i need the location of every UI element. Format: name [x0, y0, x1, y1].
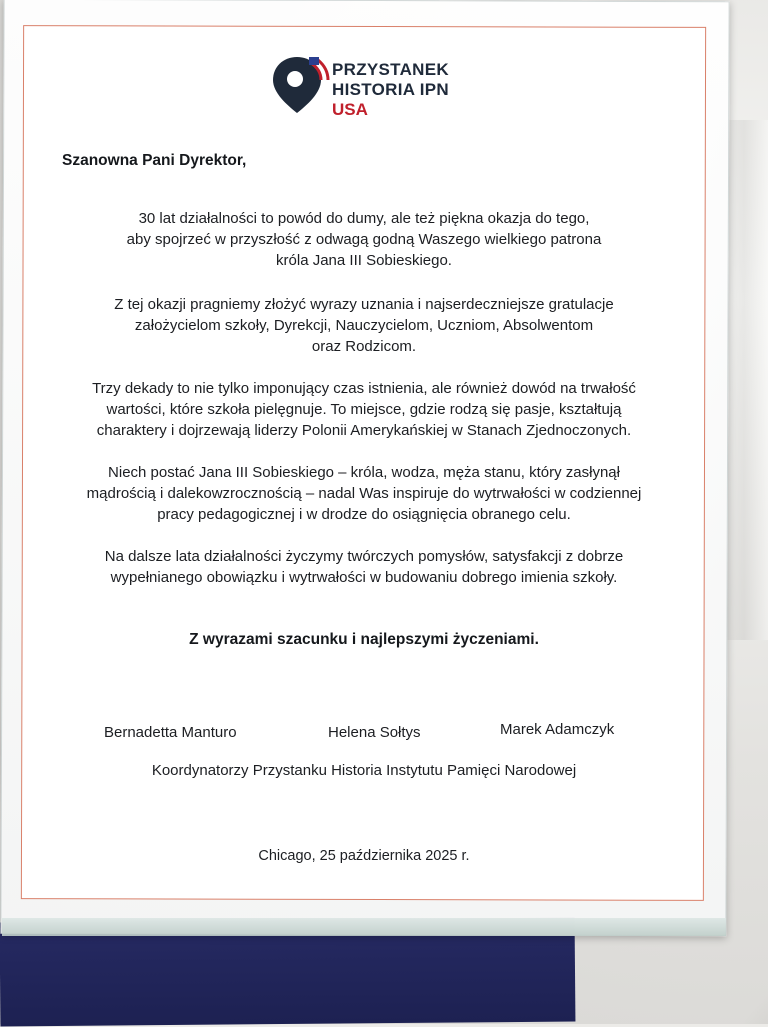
logo-wordmark [332, 60, 449, 120]
paragraph-1 [40, 208, 688, 271]
logo-line-2: HISTORIA IPN [332, 80, 449, 99]
paragraph-line: Niech postać Jana III Sobieskiego – króla, wodza, męża stanu, który zasłynął [108, 464, 620, 481]
paragraph-line: wypełnianego obowiązku i wytrwałości w budowaniu dobrego imienia szkoły. [110, 569, 618, 586]
signatory-name: Helena Sołtys [328, 724, 421, 741]
date-line: Chicago, 25 października 2025 r. [258, 848, 470, 864]
logo-line-3: USA [332, 100, 368, 119]
paragraph-line: 30 lat działalności to powód do dumy, ale też piękna okazja do tego, [138, 210, 590, 227]
signatories-role: Koordynatorzy Przystanku Historia Instytutu Pamięci Narodowej [151, 762, 577, 779]
paragraph-line: założycielom szkoły, Dyrekcji, Nauczycielom, Uczniom, Absolwentom [134, 317, 594, 334]
signatory-name: Bernadetta Manturo [104, 724, 237, 741]
paragraph-3 [40, 378, 688, 441]
paragraph-line: oraz Rodzicom. [311, 338, 417, 355]
closing-line: Z wyrazami szacunku i najlepszymi życzeniami. [189, 631, 539, 648]
paragraph-line: Trzy dekady to nie tylko imponujący czas istnienia, ale również dowód na trwałość [92, 380, 636, 397]
paragraph-line: mądrością i dalekowzrocznością – nadal Was inspiruje do wytrwałości w codziennej [86, 485, 642, 502]
paragraph-2 [40, 294, 688, 357]
paragraph-line: pracy pedagogicznej i w drodze do osiągnięcia obranego celu. [157, 506, 571, 523]
letter-greeting: Szanowna Pani Dyrektor, [62, 152, 247, 169]
paragraph-line: charaktery i dojrzewają liderzy Polonii Amerykańskiej w Stanach Zjednoczonych. [96, 422, 632, 439]
signatory-name: Marek Adamczyk [500, 721, 615, 738]
acrylic-edge [2, 918, 726, 936]
paragraph-line: Z tej okazji pragniemy złożyć wyrazy uznania i najserdeczniejsze gratulacje [114, 296, 614, 313]
paragraph-line: króla Jana III Sobieskiego. [276, 252, 452, 269]
paragraph-5 [40, 546, 688, 588]
paragraph-line: wartości, które szkoła pielęgnuje. To miejsce, gdzie rodzą się pasje, kształtują [106, 401, 622, 418]
logo-line-1: PRZYSTANEK [332, 60, 449, 79]
paragraph-line: aby spojrzeć w przyszłość z odwagą godną Waszego wielkiego patrona [126, 231, 602, 248]
paragraph-line: Na dalsze lata działalności życzymy twórczych pomysłów, satysfakcji z dobrze [104, 548, 624, 565]
paragraph-4 [40, 462, 688, 525]
